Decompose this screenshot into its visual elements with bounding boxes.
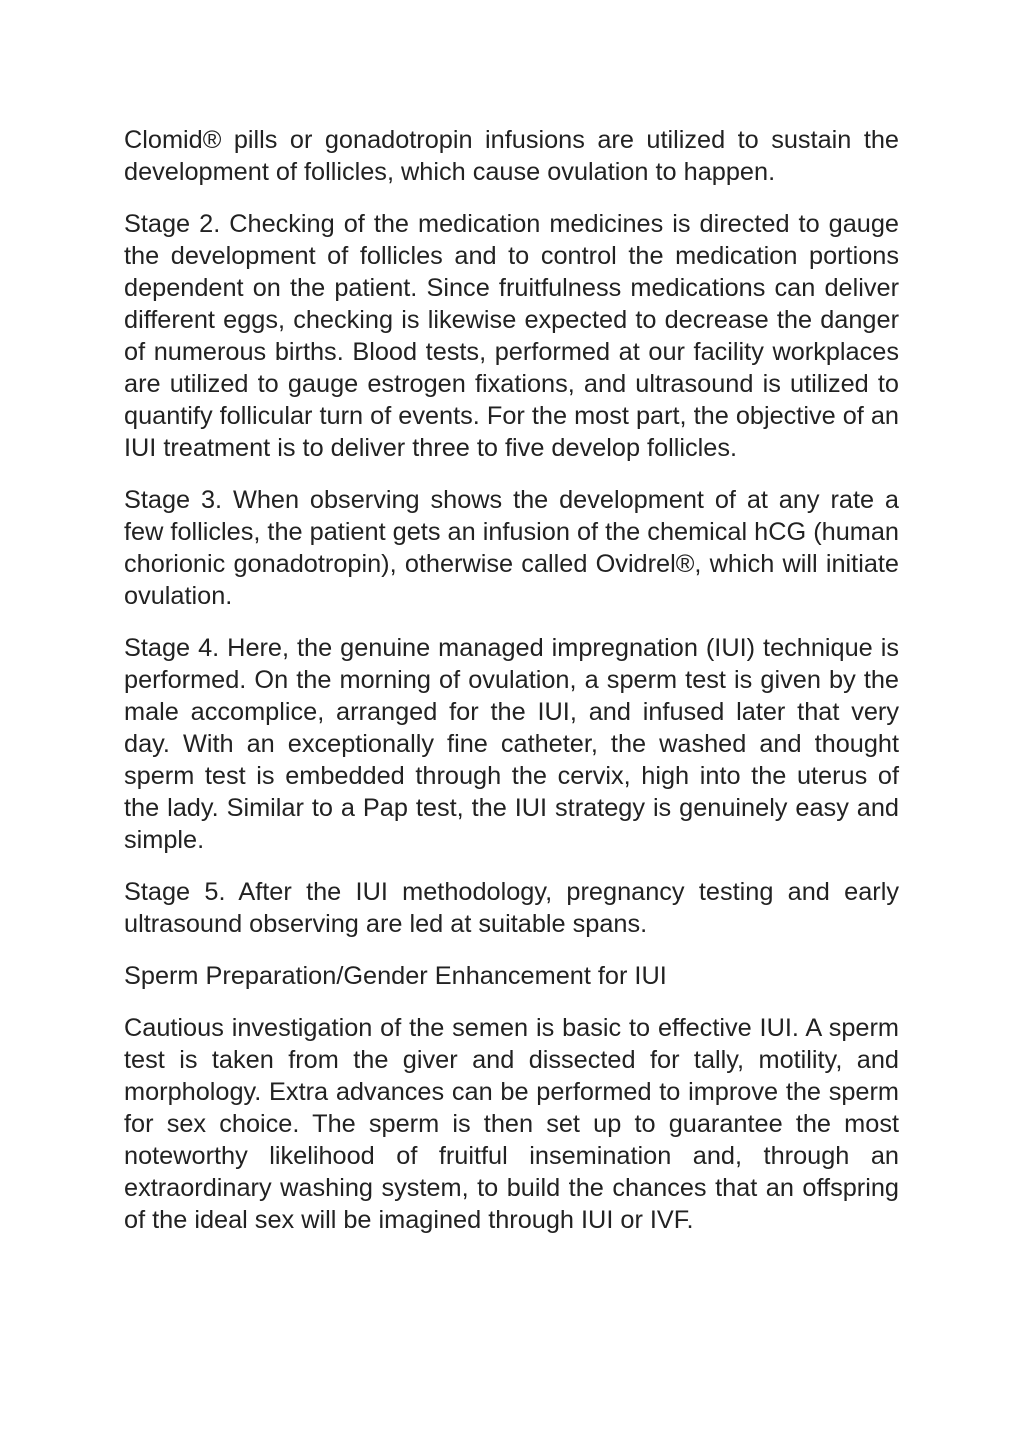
paragraph-stage-5: Stage 5. After the IUI methodology, pregnancy testing and early ultrasound observing are led at suitable spans. bbox=[124, 878, 899, 938]
document-page bbox=[124, 124, 899, 1256]
paragraph-sperm-preparation: Cautious investigation of the semen is basic to effective IUI. A sperm test is taken from the giver and dissected for tally, motility, and morphology. Extra advances can be performed to improve the sperm for sex choice. The sperm is then set up to guarantee the most noteworthy likelihood of fruitful insemination and, through an extraordinary washing system, to build the chances that an offspring of the ideal sex will be imagined through IUI or IVF. bbox=[124, 1014, 899, 1234]
section-heading: Sperm Preparation/Gender Enhancement for IUI bbox=[124, 962, 667, 990]
paragraph-stage-2: Stage 2. Checking of the medication medicines is directed to gauge the development of follicles and to control the medication portions dependent on the patient. Since fruitfulness medications can deliver different eggs, checking is likewise expected to decrease the danger of numerous births. Blood tests, performed at our facility workplaces are utilized to gauge estrogen fixations, and ultrasound is utilized to quantify follicular turn of events. For the most part, the objective of an IUI treatment is to deliver three to five develop follicles. bbox=[124, 210, 899, 462]
paragraph-clomid: Clomid® pills or gonadotropin infusions are utilized to sustain the development of follicles, which cause ovulation to happen. bbox=[124, 126, 899, 186]
paragraph-stage-4: Stage 4. Here, the genuine managed impregnation (IUI) technique is performed. On the morning of ovulation, a sperm test is given by the male accomplice, arranged for the IUI, and infused later that very day. With an exceptionally fine catheter, the washed and thought sperm test is embedded through the cervix, high into the uterus of the lady. Similar to a Pap test, the IUI strategy is genuinely easy and simple. bbox=[124, 634, 899, 854]
paragraph-stage-3: Stage 3. When observing shows the development of at any rate a few follicles, the patient gets an infusion of the chemical hCG (human chorionic gonadotropin), otherwise called Ovidrel®, which will initiate ovulation. bbox=[124, 486, 899, 610]
